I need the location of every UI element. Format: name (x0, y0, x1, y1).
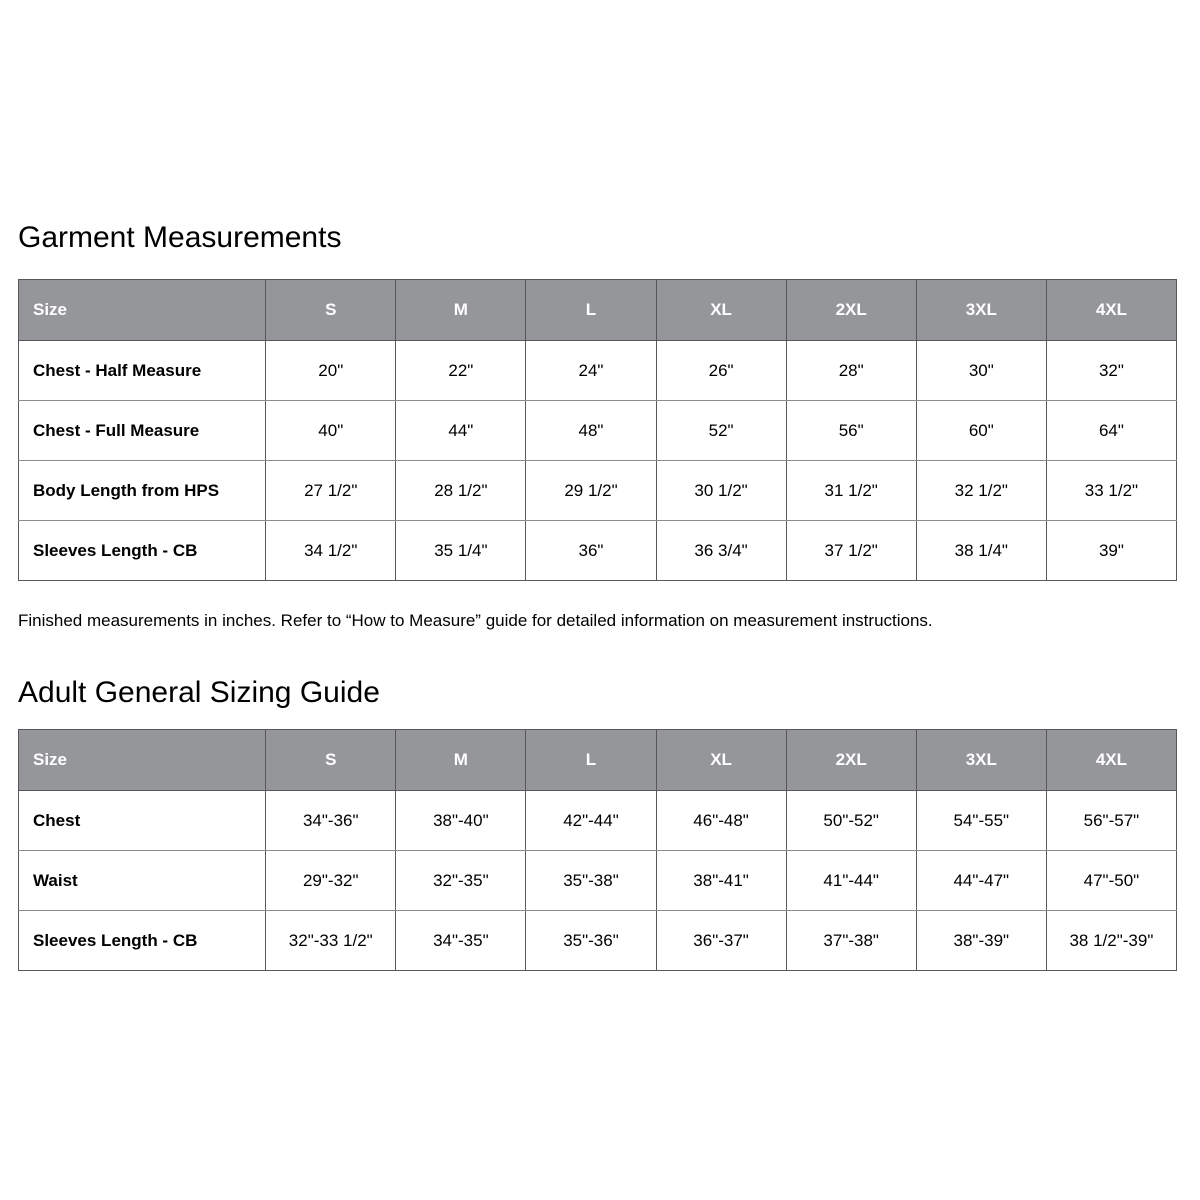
adult-sizing-table-container (18, 729, 1177, 971)
column-header-2xl: 2XL (786, 730, 916, 791)
measurement-cell: 37 1/2" (786, 521, 916, 581)
column-header-2xl: 2XL (786, 280, 916, 341)
column-header-4xl: 4XL (1046, 730, 1176, 791)
table-row (19, 851, 1177, 911)
row-label: Chest (19, 791, 266, 851)
row-label: Sleeves Length - CB (19, 521, 266, 581)
measurement-cell: 38 1/4" (916, 521, 1046, 581)
measurement-cell: 50"-52" (786, 791, 916, 851)
measurement-cell: 22" (396, 341, 526, 401)
measurement-cell: 30 1/2" (656, 461, 786, 521)
column-header-xl: XL (656, 280, 786, 341)
measurement-cell: 54"-55" (916, 791, 1046, 851)
measurement-cell: 52" (656, 401, 786, 461)
measurement-cell: 44" (396, 401, 526, 461)
row-label: Waist (19, 851, 266, 911)
row-label: Chest - Half Measure (19, 341, 266, 401)
row-label: Body Length from HPS (19, 461, 266, 521)
adult-sizing-guide-title: Adult General Sizing Guide (18, 676, 380, 709)
column-header-4xl: 4XL (1046, 280, 1176, 341)
garment-measurements-table-container (18, 279, 1177, 581)
measurement-cell: 33 1/2" (1046, 461, 1176, 521)
table-row (19, 791, 1177, 851)
measurement-cell: 35 1/4" (396, 521, 526, 581)
column-header-size: Size (19, 280, 266, 341)
measurement-cell: 47"-50" (1046, 851, 1176, 911)
measurement-cell: 42"-44" (526, 791, 656, 851)
measurement-cell: 36 3/4" (656, 521, 786, 581)
measurement-cell: 32 1/2" (916, 461, 1046, 521)
measurement-cell: 26" (656, 341, 786, 401)
adult-sizing-table (18, 729, 1177, 971)
measurement-cell: 20" (266, 341, 396, 401)
measurement-cell: 56"-57" (1046, 791, 1176, 851)
table-row (19, 401, 1177, 461)
measurement-footnote: Finished measurements in inches. Refer to “How to Measure” guide for detailed information on measurement instructions. (18, 611, 933, 630)
measurement-cell: 29 1/2" (526, 461, 656, 521)
table-body (19, 341, 1177, 581)
measurement-cell: 39" (1046, 521, 1176, 581)
column-header-l: L (526, 280, 656, 341)
measurement-cell: 34"-36" (266, 791, 396, 851)
measurement-cell: 41"-44" (786, 851, 916, 911)
header-row (19, 730, 1177, 791)
column-header-s: S (266, 730, 396, 791)
measurement-cell: 36" (526, 521, 656, 581)
column-header-size: Size (19, 730, 266, 791)
column-header-3xl: 3XL (916, 730, 1046, 791)
measurement-cell: 32"-35" (396, 851, 526, 911)
row-label: Chest - Full Measure (19, 401, 266, 461)
garment-measurements-title: Garment Measurements (18, 221, 342, 254)
table-row (19, 461, 1177, 521)
header-row (19, 280, 1177, 341)
table-row (19, 521, 1177, 581)
table-row (19, 911, 1177, 971)
row-label: Sleeves Length - CB (19, 911, 266, 971)
measurement-cell: 35"-38" (526, 851, 656, 911)
measurement-cell: 36"-37" (656, 911, 786, 971)
measurement-cell: 64" (1046, 401, 1176, 461)
measurement-cell: 60" (916, 401, 1046, 461)
measurement-cell: 35"-36" (526, 911, 656, 971)
table-row (19, 341, 1177, 401)
measurement-cell: 38 1/2"-39" (1046, 911, 1176, 971)
table-header (19, 280, 1177, 341)
column-header-l: L (526, 730, 656, 791)
measurement-cell: 29"-32" (266, 851, 396, 911)
measurement-cell: 48" (526, 401, 656, 461)
column-header-s: S (266, 280, 396, 341)
measurement-cell: 34"-35" (396, 911, 526, 971)
column-header-3xl: 3XL (916, 280, 1046, 341)
measurement-cell: 38"-39" (916, 911, 1046, 971)
measurement-cell: 31 1/2" (786, 461, 916, 521)
column-header-xl: XL (656, 730, 786, 791)
footnote-container (18, 593, 933, 649)
column-header-m: M (396, 730, 526, 791)
measurement-cell: 37"-38" (786, 911, 916, 971)
table-body (19, 791, 1177, 971)
table-header (19, 730, 1177, 791)
measurement-cell: 28" (786, 341, 916, 401)
measurement-cell: 24" (526, 341, 656, 401)
measurement-cell: 34 1/2" (266, 521, 396, 581)
measurement-cell: 44"-47" (916, 851, 1046, 911)
measurement-cell: 28 1/2" (396, 461, 526, 521)
garment-measurements-table (18, 279, 1177, 581)
measurement-cell: 38"-40" (396, 791, 526, 851)
measurement-cell: 30" (916, 341, 1046, 401)
measurement-cell: 46"-48" (656, 791, 786, 851)
measurement-cell: 56" (786, 401, 916, 461)
measurement-cell: 32"-33 1/2" (266, 911, 396, 971)
measurement-cell: 40" (266, 401, 396, 461)
measurement-cell: 27 1/2" (266, 461, 396, 521)
measurement-cell: 38"-41" (656, 851, 786, 911)
measurement-cell: 32" (1046, 341, 1176, 401)
column-header-m: M (396, 280, 526, 341)
